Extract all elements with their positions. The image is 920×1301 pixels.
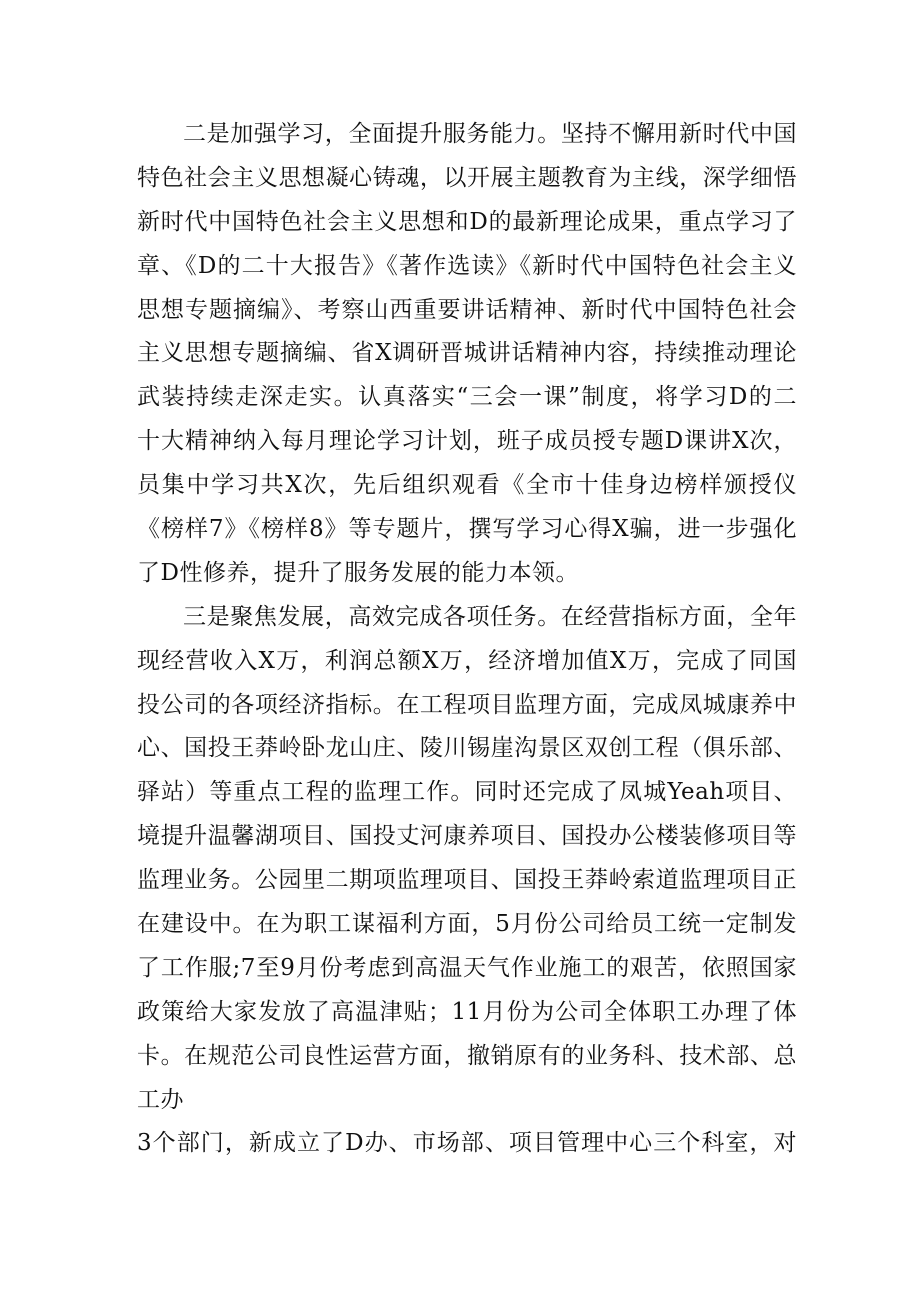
text-line: 现经营收入X万，利润总额X万，经济增加值X万，完成了同国 [137, 647, 797, 674]
text-line: 章、《D的二十大报告》《著作选读》《新时代中国特色社会主义 [137, 252, 797, 279]
text-line: 在建设中。在为职工谋福利方面，5月份公司给员工统一定制发 [137, 911, 797, 938]
text-line: 新时代中国特色社会主义思想和D的最新理论成果，重点学习了 [137, 208, 797, 235]
text-line: 卡。在规范公司良性运营方面，撤销原有的业务科、技术部、总 [137, 1042, 797, 1069]
text-line: 了D性修养，提升了服务发展的能力本领。 [137, 559, 579, 586]
text-line: 3个部门，新成立了D办、市场部、项目管理中心三个科室，对 [137, 1130, 797, 1157]
text-line: 监理业务。公园里二期项监理项目、国投王莽岭索道监理项目正 [137, 867, 797, 894]
text-line: 特色社会主义思想凝心铸魂，以开展主题教育为主线，深学细悟 [137, 164, 797, 191]
text-line: 境提升温馨湖项目、国投丈河康养项目、国投办公楼装修项目等 [137, 823, 797, 850]
text-line: 政策给大家发放了高温津贴；11月份为公司全体职工办理了体 [137, 998, 797, 1025]
text-line: 心、国投王莽岭卧龙山庄、陵川锡崖沟景区双创工程（俱乐部、 [137, 735, 797, 762]
paragraph-study [137, 113, 797, 596]
body-text [137, 113, 797, 1166]
text-line: 二是加强学习，全面提升服务能力。坚持不懈用新时代中国 [183, 121, 797, 147]
text-line: 武装持续走深走实。认真落实“三会一课”制度，将学习D的二 [137, 384, 797, 411]
text-line: 三是聚焦发展，高效完成各项任务。在经营指标方面，全年 [183, 603, 797, 630]
text-line: 思想专题摘编》、考察山西重要讲话精神、新时代中国特色社会 [137, 296, 797, 323]
text-line: 了工作服;7至9月份考虑到高温天气作业施工的艰苦，依照国家 [137, 954, 797, 981]
text-line: 员集中学习共X次，先后组织观看《全市十佳身边榜样颁授仪 [137, 472, 797, 499]
text-line: 主义思想专题摘编、省X调研晋城讲话精神内容，持续推动理论 [137, 340, 797, 367]
paragraph-development [137, 596, 797, 1123]
text-line: 《榜样7》《榜样8》等专题片，撰写学习心得X骗，进一步强化 [137, 516, 797, 543]
paragraph-continuation [137, 1122, 797, 1166]
text-line: 驿站）等重点工程的监理工作。同时还完成了凤城Yeah项目、 [137, 779, 797, 806]
text-line: 十大精神纳入每月理论学习计划，班子成员授专题D课讲X次， [137, 428, 797, 455]
text-line: 投公司的各项经济指标。在工程项目监理方面，完成凤城康养中 [137, 691, 797, 718]
text-line: 工办 [137, 1086, 184, 1113]
